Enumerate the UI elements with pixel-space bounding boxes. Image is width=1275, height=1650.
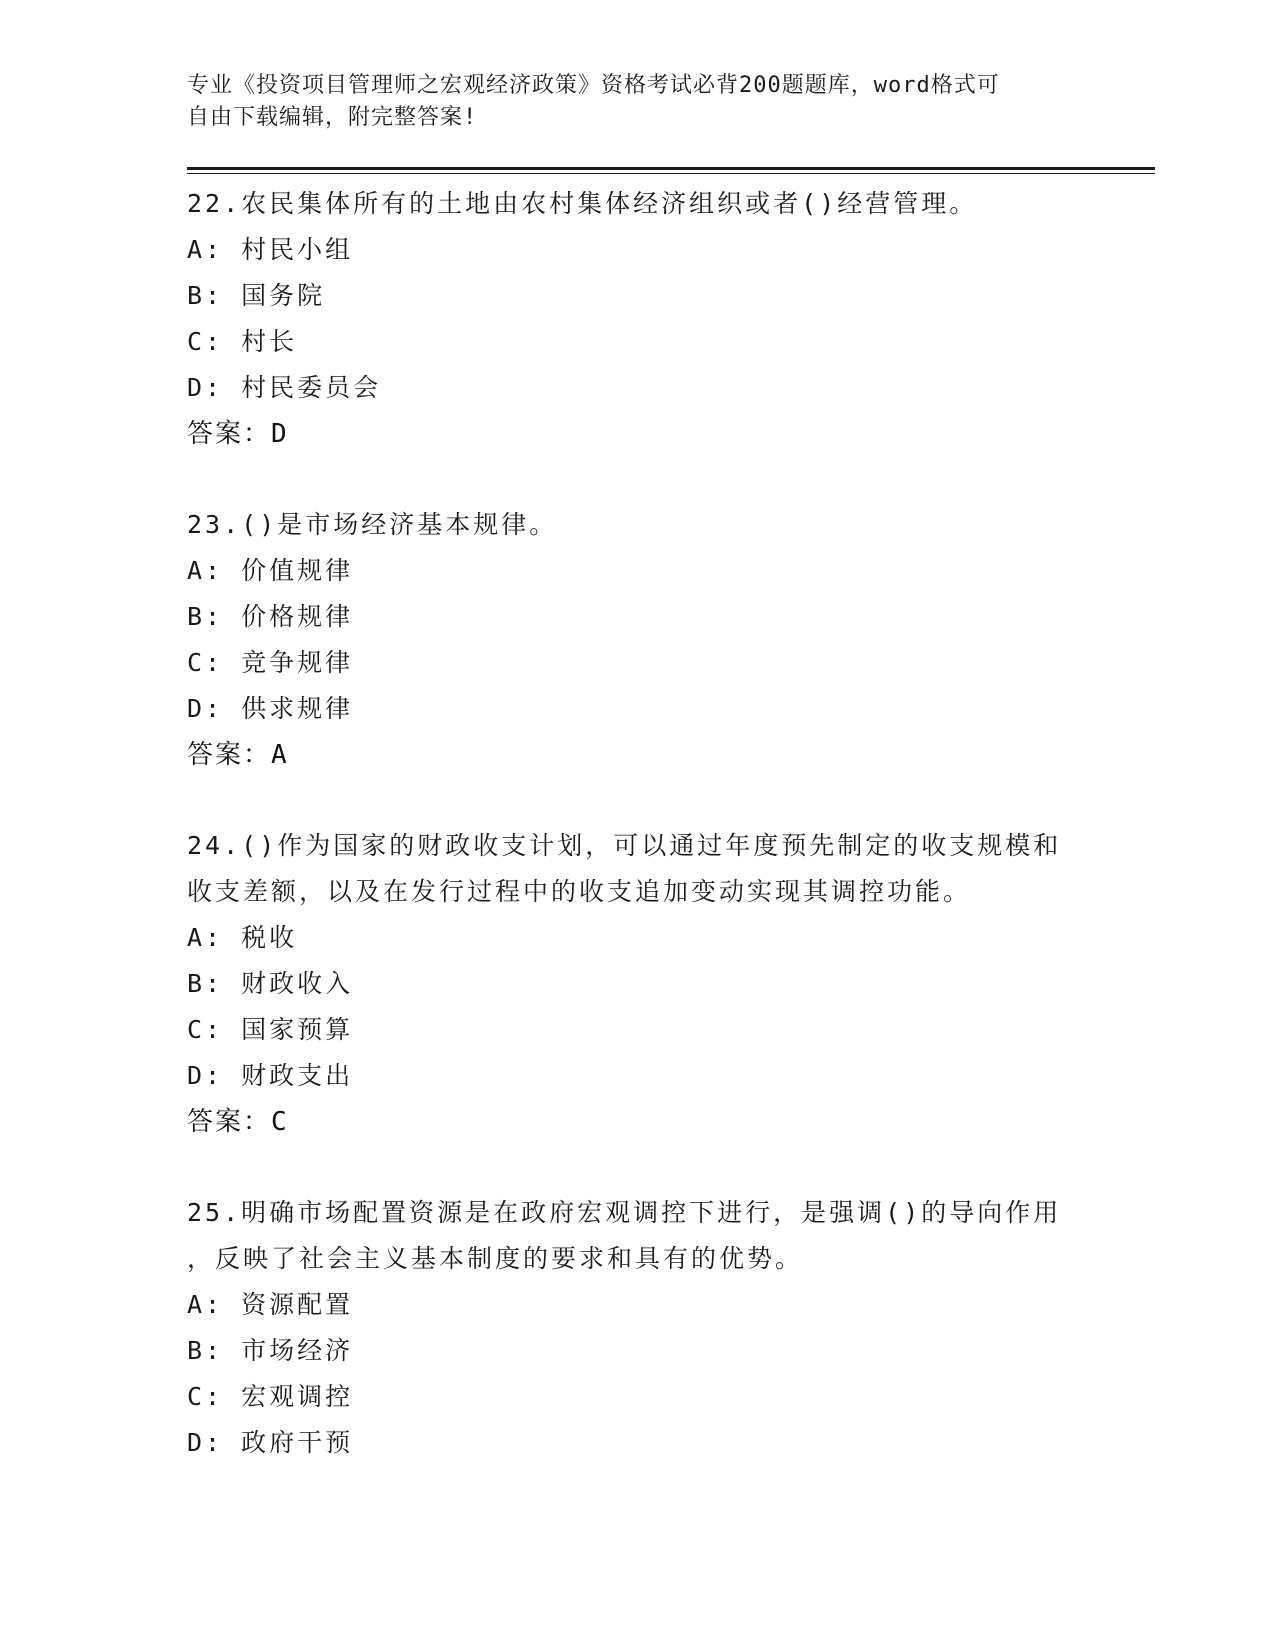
answer-line: 答案：D [187,419,289,449]
question-stem: 22.农民集体所有的土地由农村集体经济组织或者()经营管理。 [187,189,978,218]
header-divider [187,167,1155,174]
question-22 [187,181,1157,457]
option-b: B: 市场经济 [187,1336,354,1365]
question-stem-line-1: 24.()作为国家的财政收支计划，可以通过年度预先制定的收支规模和 [187,831,1062,860]
option-a: A: 村民小组 [187,235,354,264]
question-23 [187,502,1157,778]
option-a: A: 资源配置 [187,1290,354,1319]
question-stem-line-2: ，反映了社会主义基本制度的要求和具有的优势。 [187,1244,804,1273]
question-stem-line-2: 收支差额，以及在发行过程中的收支追加变动实现其调控功能。 [187,877,972,906]
option-d: D: 财政支出 [187,1061,354,1090]
answer-line: 答案：A [187,740,289,770]
header-title-line-1: 专业《投资项目管理师之宏观经济政策》资格考试必背200题题库，word格式可 [187,73,1000,98]
option-c: C: 村长 [187,327,298,356]
option-b: B: 财政收入 [187,969,354,998]
option-c: C: 宏观调控 [187,1382,354,1411]
option-b: B: 国务院 [187,281,326,310]
header-title-line-2: 自由下载编辑，附完整答案! [187,105,478,130]
option-c: C: 竞争规律 [187,648,354,677]
document-page [187,70,1157,1466]
answer-line: 答案：C [187,1107,289,1137]
option-d: D: 政府干预 [187,1428,354,1457]
question-24 [187,823,1157,1145]
question-stem: 23.()是市场经济基本规律。 [187,510,558,539]
option-b: B: 价格规律 [187,602,354,631]
option-d: D: 供求规律 [187,694,354,723]
option-a: A: 税收 [187,923,298,952]
option-d: D: 村民委员会 [187,373,382,402]
option-a: A: 价值规律 [187,556,354,585]
document-header [187,70,1157,134]
question-stem-line-1: 25.明确市场配置资源是在政府宏观调控下进行，是强调()的导向作用 [187,1198,1062,1227]
question-25 [187,1190,1157,1466]
option-c: C: 国家预算 [187,1015,354,1044]
